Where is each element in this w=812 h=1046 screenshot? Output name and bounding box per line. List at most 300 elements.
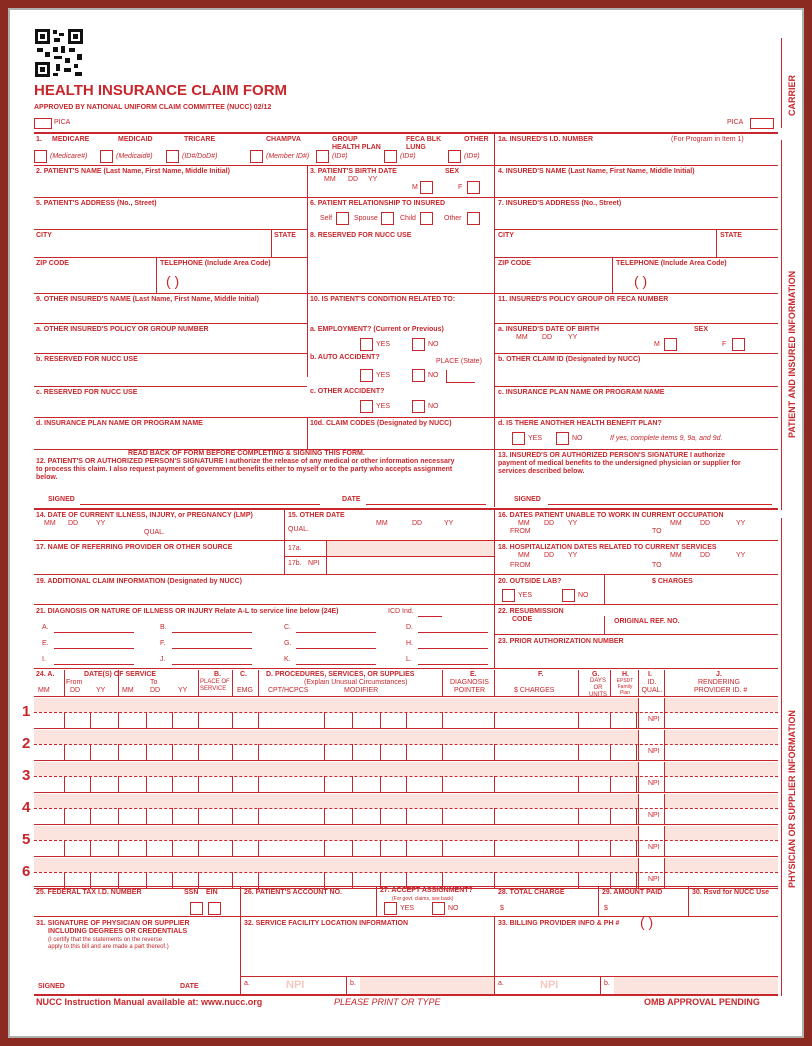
box11b-label: b. OTHER CLAIM ID (Designated by NUCC) xyxy=(498,356,641,363)
24j-rendering: RENDERING xyxy=(698,679,741,686)
service-line-number: 3 xyxy=(22,767,31,784)
box25-ssn: SSN xyxy=(184,889,199,896)
box18-label: 18. HOSPITALIZATION DATES RELATED TO CURRENT SERVICES xyxy=(498,544,717,551)
service-line-shaded-band[interactable] xyxy=(664,698,778,712)
footer-right: OMB APPROVAL PENDING xyxy=(644,997,760,1007)
10a-no-checkbox[interactable] xyxy=(412,338,425,351)
11a-m-checkbox[interactable] xyxy=(664,338,677,351)
service-line-col-tick xyxy=(664,858,665,888)
service-line-shaded-band[interactable] xyxy=(664,762,778,776)
service-line-col-tick xyxy=(664,698,665,728)
box14-label: 14. DATE OF CURRENT ILLNESS, INJURY, or PREGNANCY (LMP) xyxy=(36,512,253,519)
box9b-label: b. RESERVED FOR NUCC USE xyxy=(36,356,138,363)
15-yy: YY xyxy=(444,520,454,527)
dx-h-line[interactable] xyxy=(418,648,488,649)
ein-checkbox[interactable] xyxy=(208,902,221,915)
box4-label: 4. INSURED'S NAME (Last Name, First Name, Middle Initial) xyxy=(498,168,695,175)
24e-diag: DIAGNOSIS xyxy=(450,679,489,686)
box12-date: DATE xyxy=(342,496,361,503)
pica-left-box[interactable] xyxy=(34,118,52,129)
24-col-mm2: MM xyxy=(122,687,134,694)
box26-label: 26. PATIENT'S ACCOUNT NO. xyxy=(244,889,342,896)
service-line-col-tick xyxy=(352,840,353,856)
dx-a-line[interactable] xyxy=(54,632,134,633)
11a-f-checkbox[interactable] xyxy=(732,338,745,351)
service-line-npi: NPI xyxy=(648,716,660,723)
27-no: NO xyxy=(448,905,459,912)
dx-k: K. xyxy=(284,656,291,663)
service-line-col-tick xyxy=(442,872,443,888)
row-line xyxy=(34,323,307,324)
service-line-col-tick xyxy=(442,712,443,728)
box1a-label: 1a. INSURED'S I.D. NUMBER xyxy=(498,136,594,143)
service-line-bottom xyxy=(34,888,778,889)
tricare-checkbox[interactable] xyxy=(166,150,179,163)
11a-mm: MM xyxy=(516,334,528,341)
opt-other: OTHER xyxy=(464,136,489,143)
service-line-npi: NPI xyxy=(648,748,660,755)
11d-yes: YES xyxy=(528,435,543,442)
other-checkbox[interactable] xyxy=(448,150,461,163)
box9d-label: d. INSURANCE PLAN NAME OR PROGRAM NAME xyxy=(36,420,203,427)
row-line xyxy=(34,257,307,258)
col-divider xyxy=(598,886,599,916)
service-line-col-tick xyxy=(324,840,325,856)
box9a-label: a. OTHER INSURED'S POLICY OR GROUP NUMBER xyxy=(36,326,209,333)
service-line-col-tick xyxy=(406,712,407,728)
service-line-col-tick xyxy=(578,872,579,888)
row-line xyxy=(34,417,778,418)
29-dollar: $ xyxy=(604,905,608,912)
27-yes-checkbox[interactable] xyxy=(384,902,397,915)
service-line-bottom xyxy=(34,760,778,761)
service-line-number: 6 xyxy=(22,863,31,880)
service-line-col-tick xyxy=(610,776,611,792)
service-line-col-tick xyxy=(324,712,325,728)
box1-label: 1. xyxy=(36,136,42,143)
service-line-col-tick xyxy=(352,808,353,824)
10c-yes: YES xyxy=(376,403,391,410)
box17b: 17b. xyxy=(288,560,302,567)
14-qual: QUAL. xyxy=(144,529,166,536)
service-line-col-tick xyxy=(578,744,579,760)
box11a-label: a. INSURED'S DATE OF BIRTH xyxy=(498,326,600,333)
24g-days: DAYS OR UNITS xyxy=(589,678,607,698)
physician-supplier-label: PHYSICIAN OR SUPPLIER INFORMATION xyxy=(787,710,797,888)
service-line-col-tick xyxy=(638,858,639,888)
readback-label: READ BACK OF FORM BEFORE COMPLETING & SIGNING THIS FORM. xyxy=(128,450,365,457)
16-dd: DD xyxy=(544,520,555,527)
10a-yes-checkbox[interactable] xyxy=(360,338,373,351)
11d-yes-checkbox[interactable] xyxy=(512,432,525,445)
service-line-col-tick xyxy=(380,712,381,728)
dx-d-line[interactable] xyxy=(418,632,488,633)
service-line-col-tick xyxy=(380,744,381,760)
service-line-col-tick xyxy=(406,776,407,792)
dx-i-line[interactable] xyxy=(54,664,134,665)
row-line xyxy=(34,668,778,669)
dx-l-line[interactable] xyxy=(418,664,488,665)
16-to: TO xyxy=(652,528,662,535)
dx-b: B. xyxy=(160,624,167,631)
dx-f-line[interactable] xyxy=(172,648,252,649)
col-divider xyxy=(326,541,327,574)
city-label-right: CITY xyxy=(498,232,514,239)
service-line-col-tick xyxy=(146,808,147,824)
box10-label: 10. IS PATIENT'S CONDITION RELATED TO: xyxy=(310,296,456,303)
24e-label: E. xyxy=(470,671,477,678)
service-line-col-tick xyxy=(146,840,147,856)
opt-champva: CHAMPVA xyxy=(266,136,301,143)
box24-header-divider xyxy=(578,670,579,696)
16-dd2: DD xyxy=(700,520,711,527)
20-yes-checkbox[interactable] xyxy=(502,589,515,602)
col-divider xyxy=(604,574,605,604)
service-line-col-tick xyxy=(232,712,233,728)
18-mm2: MM xyxy=(670,552,682,559)
24b-label: B. xyxy=(214,671,221,678)
24-date-svc: DATE(S) OF SERVICE xyxy=(84,671,157,678)
20-yes: YES xyxy=(518,592,533,599)
box24-header-bottom xyxy=(34,696,778,697)
date-line-12 xyxy=(366,504,486,505)
row-line xyxy=(284,556,494,557)
service-line-col-tick xyxy=(380,840,381,856)
physician-bracket xyxy=(781,518,782,996)
service-line-shaded-band[interactable] xyxy=(664,794,778,808)
box17-label: 17. NAME OF REFERRING PROVIDER OR OTHER SOURCE xyxy=(36,544,233,551)
row-line xyxy=(34,574,778,575)
box13-signed: SIGNED xyxy=(514,496,541,503)
service-line-col-tick xyxy=(352,712,353,728)
service-line-col-tick xyxy=(578,776,579,792)
10c-yes-checkbox[interactable] xyxy=(360,400,373,413)
18-dd2: DD xyxy=(700,552,711,559)
dx-i: I. xyxy=(42,656,46,663)
service-line-col-tick xyxy=(172,776,173,792)
box31-line1: 31. SIGNATURE OF PHYSICIAN OR SUPPLIER xyxy=(36,920,190,927)
dx-g-line[interactable] xyxy=(296,648,376,649)
24j-provider: PROVIDER ID. # xyxy=(694,687,748,694)
box3-dd: DD xyxy=(348,176,359,183)
group-checkbox[interactable] xyxy=(316,150,329,163)
box22-orig: ORIGINAL REF. NO. xyxy=(614,618,680,625)
10a-no: NO xyxy=(428,341,439,348)
row-line xyxy=(494,323,778,324)
dx-c: C. xyxy=(284,624,291,631)
dx-c-line[interactable] xyxy=(296,632,376,633)
service-line-col-tick xyxy=(172,872,173,888)
service-line-shaded-band[interactable] xyxy=(34,762,638,776)
24d-explain: (Explain Unusual Circumstances) xyxy=(304,679,408,686)
section-line xyxy=(34,508,778,510)
service-line-col-tick xyxy=(172,712,173,728)
patient-insured-label: PATIENT AND INSURED INFORMATION xyxy=(787,270,797,438)
rel-self-checkbox[interactable] xyxy=(336,212,349,225)
box3-f: F xyxy=(458,184,463,191)
row-line xyxy=(494,257,778,258)
service-line-col-tick xyxy=(638,762,639,792)
service-line-bottom xyxy=(34,824,778,825)
service-line-col-tick xyxy=(578,808,579,824)
service-line-shaded-band[interactable] xyxy=(34,730,638,744)
row-line xyxy=(494,229,778,230)
dx-g: G. xyxy=(284,640,292,647)
service-line-col-tick xyxy=(380,872,381,888)
14-dd: DD xyxy=(68,520,79,527)
col-divider xyxy=(346,976,347,994)
service-line-npi: NPI xyxy=(648,780,660,787)
24b-place: PLACE OF SERVICE xyxy=(200,679,230,692)
27-yes: YES xyxy=(400,905,415,912)
tel-parens: ( ) xyxy=(166,273,180,289)
rel-child-checkbox[interactable] xyxy=(420,212,433,225)
service-line-col-tick xyxy=(494,840,495,856)
33b-field[interactable] xyxy=(614,977,778,994)
service-line-col-tick xyxy=(64,808,65,824)
service-line-col-tick xyxy=(198,744,199,760)
24c-label: C. xyxy=(240,671,247,678)
ssn-checkbox[interactable] xyxy=(190,902,203,915)
service-line-col-tick xyxy=(64,840,65,856)
service-line-col-tick xyxy=(664,794,665,824)
16-yy2: YY xyxy=(736,520,746,527)
service-line-col-tick xyxy=(494,776,495,792)
24h-label: H. xyxy=(622,671,629,678)
service-line-shaded-band[interactable] xyxy=(664,858,778,872)
box31-date: DATE xyxy=(180,983,199,990)
box6-label: 6. PATIENT RELATIONSHIP TO INSURED xyxy=(310,200,446,207)
box31-signed: SIGNED xyxy=(38,983,65,990)
service-line-col-tick xyxy=(258,808,259,824)
27-no-checkbox[interactable] xyxy=(432,902,445,915)
box13-line1: 13. INSURED'S OR AUTHORIZED PERSON'S SIGNATURE I authorize xyxy=(498,452,725,459)
service-line-col-tick xyxy=(380,776,381,792)
service-line-col-tick xyxy=(258,776,259,792)
carrier-bracket xyxy=(781,38,782,128)
service-line-number: 1 xyxy=(22,703,31,720)
32b-field[interactable] xyxy=(360,977,494,994)
box9c-label: c. RESERVED FOR NUCC USE xyxy=(36,389,138,396)
service-line-npi: NPI xyxy=(648,844,660,851)
service-line-shaded-band[interactable] xyxy=(34,698,638,712)
footer-left: NUCC Instruction Manual available at: www.nucc.org xyxy=(36,997,263,1007)
opt-medicaid: MEDICAID xyxy=(118,136,153,143)
row-line xyxy=(34,165,778,166)
33a-npi: NPI xyxy=(540,979,559,991)
box27-note: (For govt. claims, see back) xyxy=(392,896,454,902)
box24-header-divider xyxy=(118,670,119,696)
champva-checkbox[interactable] xyxy=(250,150,263,163)
10b-yes-checkbox[interactable] xyxy=(360,369,373,382)
10b-no: NO xyxy=(428,372,439,379)
service-line-col-tick xyxy=(324,872,325,888)
service-line-col-tick xyxy=(352,776,353,792)
opt-group: GROUP HEALTH PLAN xyxy=(332,136,381,151)
service-line-col-tick xyxy=(442,840,443,856)
box3-m-checkbox[interactable] xyxy=(420,181,433,194)
service-line-col-tick xyxy=(636,712,637,728)
box24-header-divider xyxy=(198,670,199,696)
box3-sex: SEX xyxy=(445,168,460,175)
service-line-col-tick xyxy=(494,872,495,888)
service-line-col-tick xyxy=(610,712,611,728)
col-divider xyxy=(600,976,601,994)
icd-ind: ICD Ind. xyxy=(388,608,414,615)
service-line-shaded-band[interactable] xyxy=(34,858,638,872)
service-line-col-tick xyxy=(118,872,119,888)
pica-left-label: PICA xyxy=(54,119,71,126)
18-from: FROM xyxy=(510,562,531,569)
dx-k-line[interactable] xyxy=(296,664,376,665)
service-line-number: 2 xyxy=(22,735,31,752)
carrier-label: CARRIER xyxy=(787,74,797,116)
box24-header-divider xyxy=(232,670,233,696)
box3-f-checkbox[interactable] xyxy=(467,181,480,194)
service-line-col-tick xyxy=(232,840,233,856)
dx-e: E. xyxy=(42,640,49,647)
feca-checkbox[interactable] xyxy=(384,150,397,163)
box10c-label: c. OTHER ACCIDENT? xyxy=(310,388,385,395)
10b-no-checkbox[interactable] xyxy=(412,369,425,382)
16-mm: MM xyxy=(518,520,530,527)
sub-medicaid: (Medicaid#) xyxy=(116,153,153,160)
tel-parens-right: ( ) xyxy=(634,273,648,289)
11d-no-checkbox[interactable] xyxy=(556,432,569,445)
box11d-label: d. IS THERE ANOTHER HEALTH BENEFIT PLAN? xyxy=(498,420,662,427)
box24-header-divider xyxy=(494,670,495,696)
20-no-checkbox[interactable] xyxy=(562,589,575,602)
service-line-col-tick xyxy=(118,808,119,824)
box20-label: 20. OUTSIDE LAB? xyxy=(498,578,562,585)
10b-yes: YES xyxy=(376,372,391,379)
box27-label: 27. ACCEPT ASSIGNMENT? xyxy=(380,887,473,894)
service-line-shaded-band[interactable] xyxy=(34,794,638,808)
rel-self: Self xyxy=(320,215,333,222)
zip-divider xyxy=(156,257,157,293)
box22-code: CODE xyxy=(512,616,533,623)
service-line-col-tick xyxy=(258,744,259,760)
box7-label: 7. INSURED'S ADDRESS (No., Street) xyxy=(498,200,622,207)
medicaid-checkbox[interactable] xyxy=(100,150,113,163)
33a: a. xyxy=(498,980,504,987)
box19-label: 19. ADDITIONAL CLAIM INFORMATION (Designated by NUCC) xyxy=(36,578,242,585)
sub-group: (ID#) xyxy=(332,153,348,160)
dx-j-line[interactable] xyxy=(172,664,252,665)
24d-cpt: CPT/HCPCS xyxy=(268,687,309,694)
dx-j: J. xyxy=(160,656,166,663)
15-mm: MM xyxy=(376,520,388,527)
service-line-col-tick xyxy=(664,762,665,792)
rel-other-checkbox[interactable] xyxy=(467,212,480,225)
service-line-col-tick xyxy=(146,712,147,728)
11d-no: NO xyxy=(572,435,583,442)
18-yy2: YY xyxy=(736,552,746,559)
service-line-col-tick xyxy=(610,840,611,856)
11a-f: F xyxy=(722,341,727,348)
zip-label: ZIP CODE xyxy=(36,260,69,267)
11a-yy: YY xyxy=(568,334,578,341)
service-line-col-tick xyxy=(172,808,173,824)
24-col-dd1: DD xyxy=(70,687,81,694)
dx-e-line[interactable] xyxy=(54,648,134,649)
service-line-npi: NPI xyxy=(648,876,660,883)
signature-line-13 xyxy=(548,504,772,505)
row-line xyxy=(494,634,778,635)
service-line-col-tick xyxy=(664,730,665,760)
box22-label: 22. RESUBMISSION xyxy=(498,608,564,615)
service-line-col-tick xyxy=(494,808,495,824)
box23-label: 23. PRIOR AUTHORIZATION NUMBER xyxy=(498,638,624,645)
dx-a: A. xyxy=(42,624,49,631)
form-title: HEALTH INSURANCE CLAIM FORM xyxy=(34,82,288,99)
box24-header-divider xyxy=(638,670,639,696)
11d-note: If yes, complete items 9, 9a, and 9d. xyxy=(610,435,723,442)
pica-right-box[interactable] xyxy=(750,118,774,129)
medicare-checkbox[interactable] xyxy=(34,150,47,163)
pica-right-label: PICA xyxy=(727,119,744,126)
service-line-col-tick xyxy=(232,808,233,824)
16-mm2: MM xyxy=(670,520,682,527)
box5-label: 5. PATIENT'S ADDRESS (No., Street) xyxy=(36,200,157,207)
service-line-shaded-band[interactable] xyxy=(664,730,778,744)
box24-header-divider xyxy=(664,670,665,696)
service-line-col-tick xyxy=(406,808,407,824)
box20-charges: $ CHARGES xyxy=(652,578,693,585)
service-line-col-tick xyxy=(610,872,611,888)
service-line-shaded-band[interactable] xyxy=(664,826,778,840)
24-col-dd2: DD xyxy=(150,687,161,694)
opt-feca: FECA BLK LUNG xyxy=(406,136,442,151)
box1a-note: (For Program in Item 1) xyxy=(671,136,744,143)
place-state-field[interactable] xyxy=(446,370,475,383)
24a-label: 24. A. xyxy=(36,671,55,678)
box24-header-divider xyxy=(610,670,611,696)
dx-b-line[interactable] xyxy=(172,632,252,633)
service-line-col-tick xyxy=(610,744,611,760)
service-line-col-tick xyxy=(636,808,637,824)
box17a-shade[interactable] xyxy=(326,541,494,556)
service-line-col-tick xyxy=(352,744,353,760)
rel-spouse-checkbox[interactable] xyxy=(381,212,394,225)
row-line xyxy=(34,604,778,605)
row-line xyxy=(34,353,307,354)
tel-label-right: TELEPHONE (Include Area Code) xyxy=(616,260,727,267)
11a-dd: DD xyxy=(542,334,553,341)
col-divider xyxy=(604,616,605,634)
box12-line2: to process this claim. I also request payment of government benefits either to myself or to the party who accepts assignment xyxy=(36,466,453,473)
24d-mod: MODIFIER xyxy=(344,687,379,694)
box10d-label: 10d. CLAIM CODES (Designated by NUCC) xyxy=(310,420,452,427)
service-line-col-tick xyxy=(610,808,611,824)
service-line-col-tick xyxy=(90,872,91,888)
service-line-col-tick xyxy=(638,794,639,824)
24g-label: G. xyxy=(592,671,600,678)
18-yy: YY xyxy=(568,552,578,559)
icd-ind-field[interactable] xyxy=(418,616,442,617)
10c-no-checkbox[interactable] xyxy=(412,400,425,413)
service-line-col-tick xyxy=(442,744,443,760)
service-line-col-tick xyxy=(636,872,637,888)
state-divider-right xyxy=(716,229,717,257)
24i-idqual: ID. QUAL. xyxy=(641,679,663,694)
row-line xyxy=(34,916,778,917)
service-line-col-tick xyxy=(380,808,381,824)
service-line-shaded-band[interactable] xyxy=(34,826,638,840)
service-line-col-tick xyxy=(198,808,199,824)
box24-header-divider xyxy=(442,670,443,696)
dx-f: F. xyxy=(160,640,166,647)
